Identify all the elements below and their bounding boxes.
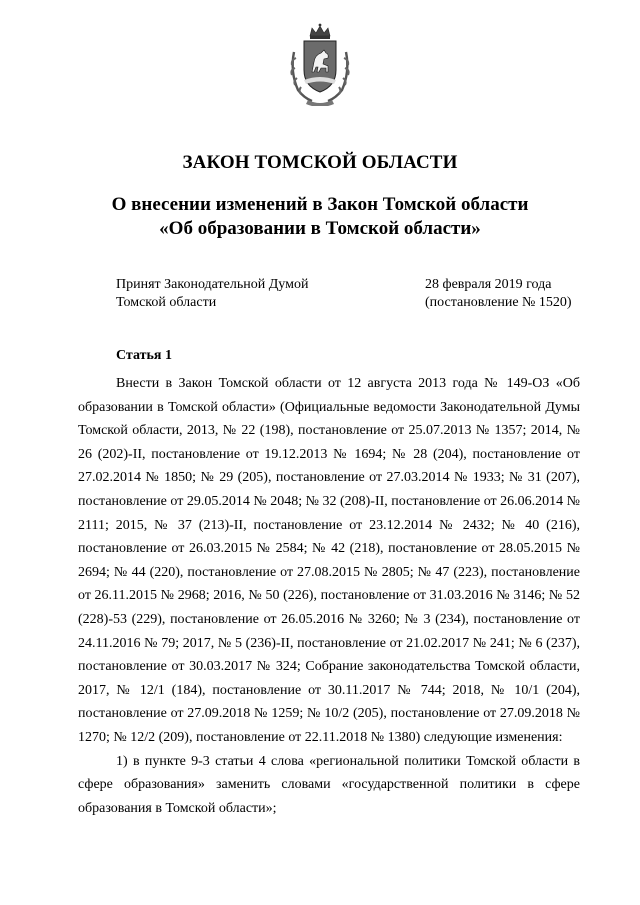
law-subtitle — [0, 193, 640, 241]
adoption-date: 28 февраля 2019 года — [425, 277, 552, 292]
adoption-resolution: (постановление № 1520) — [425, 295, 572, 310]
adopted-by-line-1: Принят Законодательной Думой — [116, 277, 309, 292]
article-intro-paragraph: Внести в Закон Томской области от 12 августа 2013 года № 149-ОЗ «Об образовании в Томской области» (Официальные ведомости Законодательной Думы Томской области, 2013, № 22 (198), постановление от 25.07.2013 № 1357; 2014, № 26 (202)-II, постановление от 19.12.2013 № 1694; № 28 (204), постановление от 27.02.2014 № 1850; № 29 (205), постановление от 27.03.2014 № 1933; № 31 (207), постановление от 29.05.2014 № 2048; № 32 (208)-II, постановление от 26.06.2014 № 2111; 2015, № 37 (213)-II, постановление от 23.12.2014 № 2432; № 40 (216), постановление от 26.03.2015 № 2584; № 42 (218), постановление от 28.05.2015 № 2694; № 44 (220), постановление от 27.08.2015 № 2805; № 47 (223), постановление от 26.11.2015 № 2968; 2016, № 50 (226), постановление от 31.03.2016 № 3146; № 52 (228)-53 (229), постановление от 26.05.2016 № 3260; № 3 (234), постановление от 24.11.2016 № 79; 2017, № 5 (236)-II, постановление от 21.02.2017 № 241; № 6 (237), постановление от 30.03.2017 № 324; Собрание законодательства Томской области, 2017, № 12/1 (184), постановление от 30.11.2017 № 744; 2018, № 10/1 (204), постановление от 27.09.2018 № 1259; № 10/2 (205), постановление от 27.09.2018 № 1270; № 12/2 (209), постановление от 22.11.2018 № 1380) следующие изменения: — [78, 376, 580, 745]
law-title: ЗАКОН ТОМСКОЙ ОБЛАСТИ — [182, 152, 458, 173]
law-subtitle-line-1: О внесении изменений в Закон Томской области — [111, 194, 529, 215]
article-item-1-paragraph: 1) в пункте 9-3 статьи 4 слова «региональной политики Томской области в сфере образования» заменить словами «государственной политики в сфере образования в Томской области»; — [78, 753, 580, 816]
coat-of-arms-icon — [288, 22, 352, 106]
article-body — [78, 372, 580, 820]
adoption-date-block — [425, 276, 572, 312]
adopted-by-line-2: Томской области — [116, 295, 217, 310]
adopted-by — [116, 276, 308, 312]
law-subtitle-line-2: «Об образовании в Томской области» — [159, 218, 481, 239]
article-heading: Статья 1 — [116, 348, 172, 363]
